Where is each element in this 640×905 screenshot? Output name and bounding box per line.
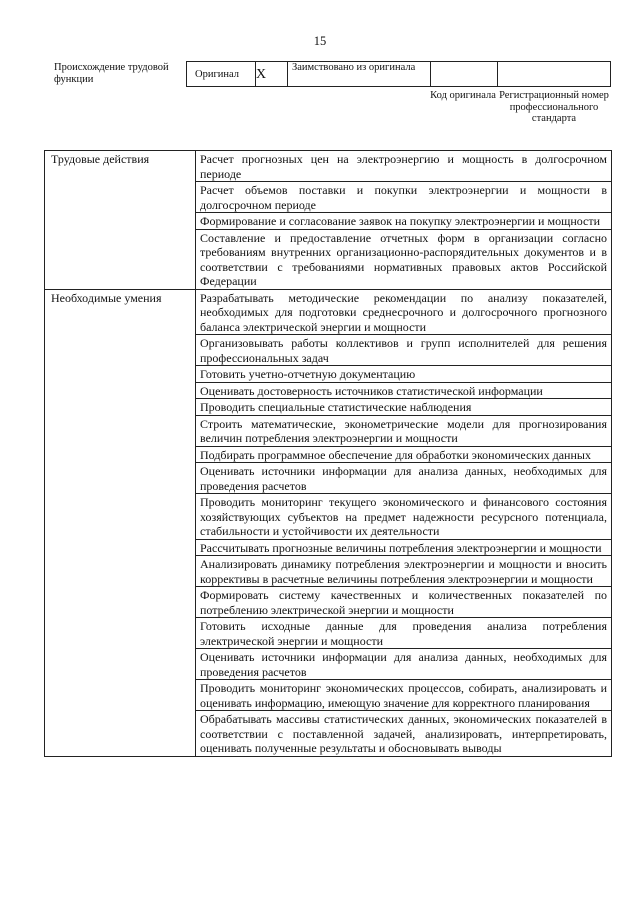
original-code-caption: Код оригинала — [430, 90, 496, 101]
section-item: Разрабатывать методические рекомендации по анализу показателей, необходимых для подготовки среднесрочного и долгосрочного прогнозного баланса электрической энергии и мощности — [196, 289, 612, 335]
origin-label: Происхождение трудовой функции — [54, 62, 169, 85]
original-code-cell — [431, 62, 498, 87]
section-item: Формировать систему качественных и количественных показателей по потреблению электрической энергии и мощности — [196, 587, 612, 618]
function-table — [44, 150, 612, 757]
section-item: Проводить специальные статистические наблюдения — [196, 399, 612, 416]
section-label: Трудовые действия — [45, 151, 196, 290]
section-item: Обрабатывать массивы статистических данных, экономических показателей в соответствии с поставленной задачей, анализировать, интерпретировать, оценивать полученные результаты и обосновывать выводы — [196, 711, 612, 757]
original-label: Оригинал — [187, 62, 256, 87]
section-item: Готовить исходные данные для проведения анализа потребления электрической энергии и мощности — [196, 618, 612, 649]
original-mark: X — [256, 62, 288, 87]
section-item: Готовить учетно-отчетную документацию — [196, 366, 612, 383]
section-item: Оценивать достоверность источников статистической информации — [196, 382, 612, 399]
section-item: Строить математические, эконометрические модели для прогнозирования величин потребления электроэнергии и мощности — [196, 415, 612, 446]
page-number: 15 — [313, 34, 327, 48]
origin-table — [186, 61, 611, 87]
section-item: Расчет объемов поставки и покупки электроэнергии и мощности в долгосрочном периоде — [196, 182, 612, 213]
section-item: Составление и предоставление отчетных форм в организации согласно требованиям внутренних организационно-распорядительных документов и в соответствии с требованиями нормативных правовых актов Российской Федерации — [196, 229, 612, 289]
section-item: Организовывать работы коллективов и групп исполнителей для решения профессиональных задач — [196, 335, 612, 366]
table-row — [45, 289, 612, 335]
section-item: Оценивать источники информации для анализа данных, необходимых для проведения расчетов — [196, 649, 612, 680]
section-item: Подбирать программное обеспечение для обработки экономических данных — [196, 446, 612, 463]
section-item: Проводить мониторинг экономических процессов, собирать, анализировать и оценивать информацию, имеющую значение для корректного планирования — [196, 680, 612, 711]
table-row — [45, 151, 612, 182]
registration-number-cell — [498, 62, 611, 87]
section-item: Проводить мониторинг текущего экономического и финансового состояния хозяйствующих субъектов на предмет надежности ресурсного потенциала, стабильности и устойчивости их деятельности — [196, 494, 612, 540]
section-item: Расчет прогнозных цен на электроэнергию и мощность в долгосрочном периоде — [196, 151, 612, 182]
registration-number-caption: Регистрационный номер профессионального стандарта — [499, 90, 609, 124]
borrowed-label: Заимствовано из оригинала — [288, 62, 431, 87]
section-item: Формирование и согласование заявок на покупку электроэнергии и мощности — [196, 213, 612, 230]
section-item: Оценивать источники информации для анализа данных, необходимых для проведения расчетов — [196, 463, 612, 494]
section-item: Анализировать динамику потребления электроэнергии и мощности и вносить коррективы в расчетные величины потребления электроэнергии и мощности — [196, 556, 612, 587]
section-item: Рассчитывать прогнозные величины потребления электроэнергии и мощности — [196, 539, 612, 556]
section-label: Необходимые умения — [45, 289, 196, 756]
